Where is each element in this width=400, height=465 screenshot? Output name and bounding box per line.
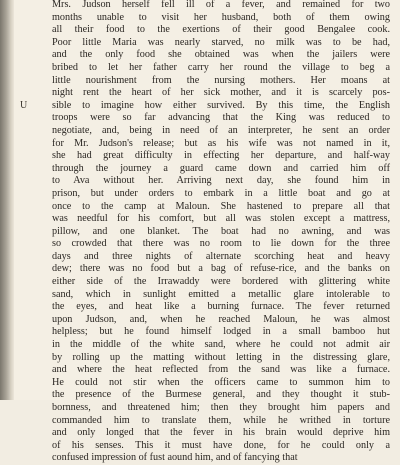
text-line: pillow, and one blanket. The boat had no awning, and was [52, 225, 390, 237]
text-line: days and three nights of alternate scorching heat and heavy [52, 250, 390, 262]
text-line: sible to imagine how either survived. By this time, the English [52, 99, 390, 111]
text-line: the presence of the Burmese general, and they thought it stub- [52, 389, 390, 401]
text-line: bribed to let her father carry her round the village to beg a [52, 61, 390, 73]
text-line: by rolling up the matting without letting in the distressing glare, [52, 351, 390, 363]
book-page [14, 0, 400, 464]
text-line: and where the heat reflected from the sand was like a furnace. [52, 364, 390, 376]
text-line: months unable to visit her husband, both of them owing [52, 11, 390, 23]
page-text [52, 0, 390, 465]
text-line: Mrs. Judson herself fell ill of a fever, and remained for two [52, 0, 390, 10]
text-line: sand, which in sunlight emitted a metallic glare intolerable to [52, 288, 390, 300]
text-line: either side of the Irrawaddy were bordered with glittering white [52, 276, 390, 288]
text-line: troops were so far advancing that the King was reduced to [52, 112, 390, 124]
text-line: helpless; but he found himself lodged in a small bamboo hut [52, 326, 390, 338]
text-line: the eyes, and heat like a burning furnace. The fever returned [52, 301, 390, 313]
book-binding-shadow [0, 0, 14, 400]
text-line: little nourishment from the nursing mothers. Her moans at [52, 74, 390, 86]
text-line: she had great difficulty in effecting her departure, and half-way [52, 150, 390, 162]
text-line: bornness, and threatened him; then they brought him papers and [52, 402, 390, 413]
text-line: in the middle of the white sand, where he could not admit air [52, 339, 390, 351]
text-line: prison, but under orders to embark in a little boat and go at [52, 187, 390, 199]
text-line: was needful for his comfort, but all was stolen except a mattress, [52, 213, 390, 225]
text-line: for Mr. Judson's release; but as his wife was not named in it, [52, 137, 390, 149]
text-line: and the only food she obtained was when the jailers were [52, 49, 390, 61]
text-line: of his senses. This it must have done, for he could only a [52, 439, 390, 451]
text-line: night rent the heart of her sick mother, and it is scarcely pos- [52, 87, 390, 99]
text-line: once to the camp at Maloun. She hastened to prepare all that [52, 200, 390, 212]
text-line: to Ava without her. Arriving next day, she found him in [52, 175, 390, 187]
text-line: commanded him to translate them, while he writhed in torture [52, 414, 390, 426]
text-line: through the journey a guard came down and carried him off [52, 162, 390, 174]
text-line: dew; there was no food but a bag of refuse-rice, and the banks on [52, 263, 390, 275]
text-line: all their food to the exertions of their good Bengalee cook. [52, 24, 390, 36]
text-line: and only longed that the fever in his brain would deprive him [52, 427, 390, 439]
text-line: negotiate, and, being in need of an interpreter, he sent an order [52, 124, 390, 136]
text-line: Poor little Maria was nearly starved, no milk was to be had, [52, 36, 390, 48]
text-line: so crowded that there was no room to lie down for the three [52, 238, 390, 250]
gutter-mark: U [20, 100, 28, 111]
text-line: He could not stir when the officers came to summon him to [52, 376, 390, 388]
text-line: upon Judson, and, when he reached Maloun, he was almost [52, 313, 390, 325]
text-line: confused impression of fust aound him, and of fancying that [52, 452, 298, 464]
